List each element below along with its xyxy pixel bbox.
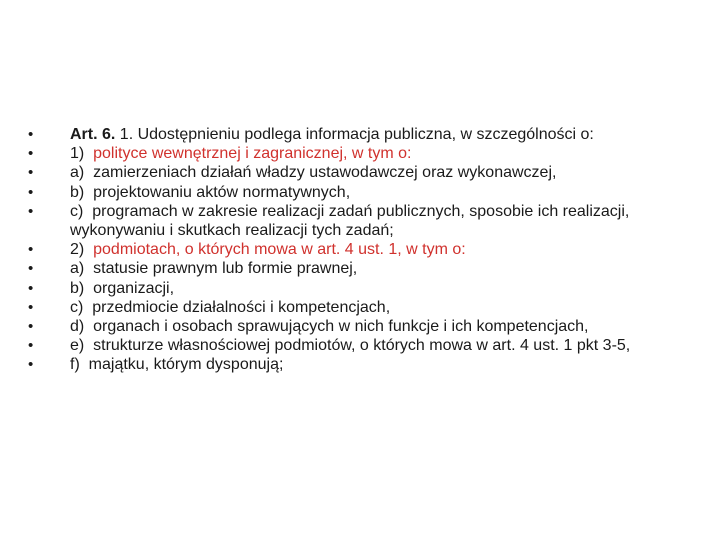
item-text: programach w zakresie realizacji zadań publicznych, sposobie ich realizacji, wykonywaniu i skutkach realizacji tych zadań; [70,202,630,240]
list-item-1c [25,202,695,240]
item-marker: a) [70,260,85,278]
item-marker: a) [70,164,85,182]
item-text: podmiotach, o których mowa w art. 4 ust. 1, w tym o: [93,241,466,259]
list-item-article-heading [25,125,695,144]
item-marker: e) [70,337,85,355]
item-text: projektowaniu aktów normatywnych, [93,183,351,201]
list-item-2a [25,259,695,278]
item-text: statusie prawnym lub formie prawnej, [93,260,358,278]
item-text: organach i osobach sprawujących w nich funkcje i ich kompetencjach, [93,318,589,336]
bullet-icon: • [28,164,34,182]
bullet-icon: • [28,241,34,259]
article-intro: 1. Udostępnieniu podlega informacja publiczna, w szczególności o: [115,126,594,143]
bullet-icon: • [28,279,34,297]
list-item-2d [25,317,695,336]
item-marker: c) [70,202,84,220]
list-item-2e [25,336,695,355]
item-marker: d) [70,318,85,336]
bullet-icon: • [28,145,34,163]
list-item-2c [25,298,695,317]
item-text: polityce wewnętrznej i zagranicznej, w tym o: [93,145,412,163]
item-marker: c) [70,298,84,316]
list-item-point-2 [25,240,695,259]
item-text: zamierzeniach działań władzy ustawodawczej oraz wykonawczej, [93,164,557,182]
list-item-2b [25,279,695,298]
item-text: strukturze własnościowej podmiotów, o których mowa w art. 4 ust. 1 pkt 3-5, [93,337,631,355]
bullet-icon: • [28,318,34,336]
bullet-icon: • [28,126,34,143]
bullet-icon: • [28,202,34,220]
item-text: majątku, którym dysponują; [88,356,284,374]
bullet-icon: • [28,298,34,316]
bullet-icon: • [28,356,34,374]
item-marker: 2) [70,241,85,259]
list-item-1b [25,183,695,202]
bullet-icon: • [28,183,34,201]
item-text: przedmiocie działalności i kompetencjach, [92,298,391,316]
bullet-icon: • [28,260,34,278]
list-item-1a [25,163,695,182]
item-marker: f) [70,356,80,374]
article-number: Art. 6. [70,126,116,143]
item-marker: b) [70,279,85,297]
article-list [25,125,695,375]
item-marker: b) [70,183,85,201]
item-marker: 1) [70,145,85,163]
bullet-icon: • [28,337,34,355]
list-item-point-1 [25,144,695,163]
list-item-2f [25,355,695,374]
item-text: organizacji, [93,279,175,297]
